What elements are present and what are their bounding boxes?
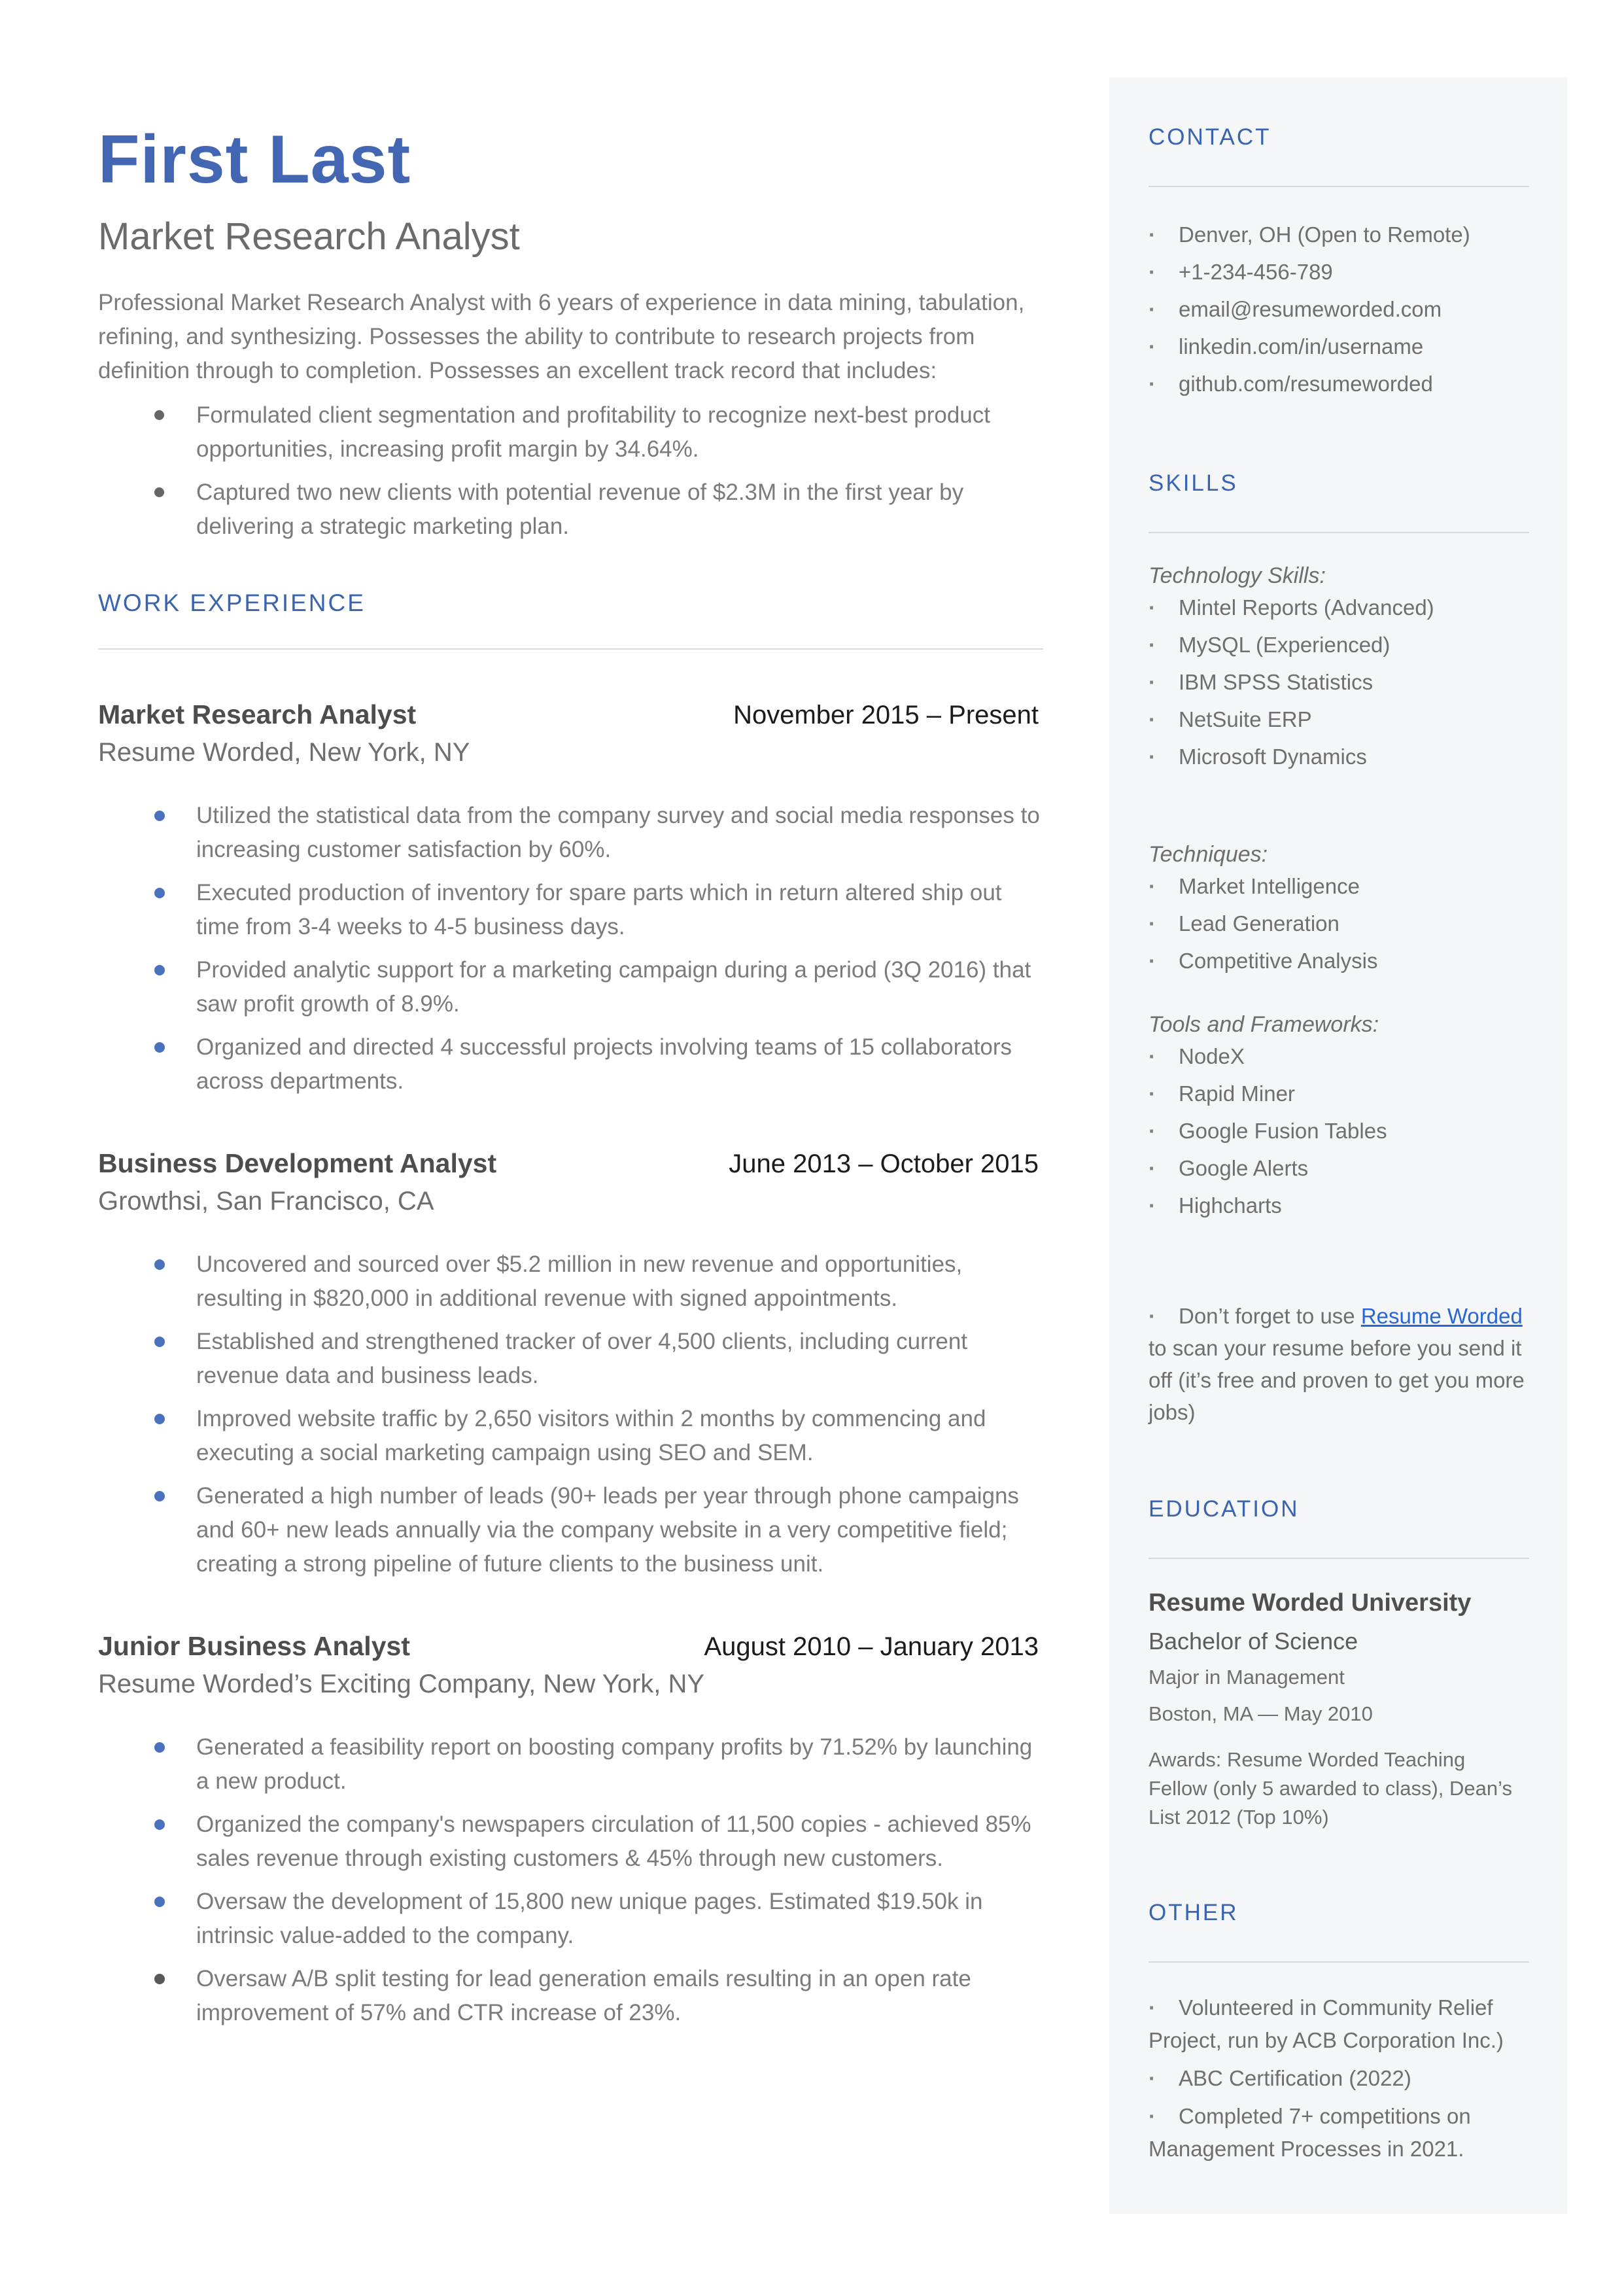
bullet-dot-icon: · xyxy=(1149,1044,1156,1068)
skill-item-text: Competitive Analysis xyxy=(1179,949,1378,973)
bullet-dot-icon: · xyxy=(1149,745,1156,769)
main-column xyxy=(98,121,1045,2039)
contact-item-phone xyxy=(1149,253,1529,290)
section-divider xyxy=(1149,1558,1529,1559)
bullet-dot-icon: · xyxy=(1149,949,1156,973)
other-item xyxy=(1149,1991,1529,2057)
skill-item-text: Highcharts xyxy=(1179,1193,1282,1218)
skill-item xyxy=(1149,1112,1529,1149)
skills-group-label: Tools and Frameworks: xyxy=(1149,1012,1379,1037)
bullet-dot-icon: · xyxy=(1149,670,1156,694)
skills-group-list xyxy=(1149,589,1529,775)
education-major: Major in Management xyxy=(1149,1666,1345,1689)
sidebar xyxy=(1109,77,1567,2214)
list-item: Improved website traffic by 2,650 visitors within 2 months by commencing and executing a social marketing campaign using SEO and SEM. xyxy=(98,1402,1040,1470)
spacer xyxy=(1149,775,1529,809)
skill-item-text: Lead Generation xyxy=(1179,911,1339,936)
list-item: Oversaw the development of 15,800 new unique pages. Estimated $19.50k in intrinsic value-added to the company. xyxy=(98,1885,1040,1953)
tip-text-suffix: to scan your resume before you send it off (it’s free and proven to get you more jobs) xyxy=(1149,1336,1525,1424)
contact-item-location xyxy=(1149,216,1529,253)
skill-item xyxy=(1149,1038,1529,1075)
list-item: Generated a high number of leads (90+ leads per year through phone campaigns and 60+ new leads annually via the company website in a very competitive field; creating a strong pipeline of future clients to the business unit. xyxy=(98,1479,1040,1581)
bullet-dot-icon: · xyxy=(1149,2066,1156,2090)
list-item: Established and strengthened tracker of over 4,500 clients, including current revenue data and business leads. xyxy=(98,1325,1040,1393)
contact-item-text: linkedin.com/in/username xyxy=(1179,334,1424,359)
skills-group-label: Techniques: xyxy=(1149,842,1268,867)
bullet-dot-icon: · xyxy=(1149,260,1156,284)
education-degree: Bachelor of Science xyxy=(1149,1628,1358,1655)
job-entry xyxy=(98,699,1045,1098)
contact-heading: CONTACT xyxy=(1149,124,1271,150)
job-header-row xyxy=(98,1148,1039,1179)
skills-group-label: Technology Skills: xyxy=(1149,563,1326,588)
bullet-dot-icon: · xyxy=(1149,1156,1156,1180)
other-item xyxy=(1149,2062,1529,2095)
work-experience-heading: WORK EXPERIENCE xyxy=(98,589,366,616)
bullet-dot-icon: · xyxy=(1149,911,1156,936)
bullet-dot-icon: · xyxy=(1149,874,1156,898)
contact-item-text: github.com/resumeworded xyxy=(1179,372,1433,396)
contact-item-text: +1-234-456-789 xyxy=(1179,260,1333,284)
skill-item xyxy=(1149,701,1529,738)
skill-item-text: Microsoft Dynamics xyxy=(1179,745,1367,769)
education-location-date: Boston, MA — May 2010 xyxy=(1149,1702,1373,1725)
resume-worded-tip xyxy=(1149,1300,1529,1428)
skill-item xyxy=(1149,626,1529,663)
bullet-dot-icon: · xyxy=(1149,707,1156,731)
skills-group-list xyxy=(1149,867,1529,979)
bullet-dot-icon: · xyxy=(1149,1193,1156,1218)
job-entry xyxy=(98,1148,1045,1581)
job-header-row xyxy=(98,699,1039,730)
bullet-dot-icon: · xyxy=(1149,1081,1156,1106)
list-item: Organized and directed 4 successful projects involving teams of 15 collaborators across departments. xyxy=(98,1030,1040,1098)
list-item: Organized the company's newspapers circulation of 11,500 copies - achieved 85% sales revenue through existing customers & 45% through new customers. xyxy=(98,1808,1040,1876)
summary-bullet-list xyxy=(98,398,1045,544)
skill-item xyxy=(1149,1187,1529,1224)
skill-item xyxy=(1149,1149,1529,1187)
list-item: Uncovered and sourced over $5.2 million in new revenue and opportunities, resulting in $820,000 in additional revenue with signed appointments. xyxy=(98,1248,1040,1316)
bullet-dot-icon: · xyxy=(1149,1119,1156,1143)
other-heading: OTHER xyxy=(1149,1900,1239,1925)
job-entry xyxy=(98,1631,1045,2030)
education-awards: Awards: Resume Worded Teaching Fellow (only 5 awarded to class), Dean’s List 2012 (Top 10%) xyxy=(1149,1748,1512,1829)
job-dates: August 2010 – January 2013 xyxy=(704,1632,1039,1661)
skill-item-text: Rapid Miner xyxy=(1179,1081,1295,1106)
job-bullet-list xyxy=(98,1730,1045,2030)
skill-item-text: MySQL (Experienced) xyxy=(1179,633,1391,657)
contact-item-email xyxy=(1149,290,1529,328)
list-item: Formulated client segmentation and profitability to recognize next-best product opportunities, increasing profit margin by 34.64%. xyxy=(98,398,1040,466)
skill-item xyxy=(1149,905,1529,942)
contact-item-linkedin xyxy=(1149,328,1529,365)
page-title: First Last xyxy=(98,122,411,198)
job-bullet-list xyxy=(98,799,1045,1098)
resume-worded-link[interactable]: Resume Worded xyxy=(1360,1304,1523,1328)
skill-item-text: Google Alerts xyxy=(1179,1156,1309,1180)
education-heading: EDUCATION xyxy=(1149,1496,1300,1522)
skill-item-text: IBM SPSS Statistics xyxy=(1179,670,1373,694)
skill-item xyxy=(1149,738,1529,775)
list-item: Generated a feasibility report on boosting company profits by 71.52% by launching a new product. xyxy=(98,1730,1040,1798)
section-divider xyxy=(1149,532,1529,533)
contact-item-text: email@resumeworded.com xyxy=(1179,297,1442,321)
job-title-subtitle: Market Research Analyst xyxy=(98,215,520,258)
skill-item-text: NodeX xyxy=(1179,1044,1245,1068)
other-list xyxy=(1149,1991,1529,2165)
skill-item xyxy=(1149,867,1529,905)
bullet-dot-icon: · xyxy=(1149,2104,1156,2128)
job-dates: June 2013 – October 2015 xyxy=(729,1149,1039,1178)
contact-list xyxy=(1149,216,1529,402)
other-item-text: Volunteered in Community Relief Project, run by ACB Corporation Inc.) xyxy=(1149,1995,1504,2052)
job-title: Business Development Analyst xyxy=(98,1148,497,1178)
job-bullet-list xyxy=(98,1248,1045,1581)
contact-item-text: Denver, OH (Open to Remote) xyxy=(1179,222,1470,247)
list-item: Executed production of inventory for spare parts which in return altered ship out time from 3-4 weeks to 4-5 business days. xyxy=(98,876,1040,944)
other-item-text: Completed 7+ competitions on Management Processes in 2021. xyxy=(1149,2104,1471,2161)
job-dates: November 2015 – Present xyxy=(733,701,1039,729)
job-title: Junior Business Analyst xyxy=(98,1631,410,1661)
skills-heading: SKILLS xyxy=(1149,470,1238,496)
job-company: Growthsi, San Francisco, CA xyxy=(98,1187,434,1216)
skill-item xyxy=(1149,663,1529,701)
job-company: Resume Worded, New York, NY xyxy=(98,738,470,767)
bullet-dot-icon: · xyxy=(1149,334,1156,359)
list-item: Oversaw A/B split testing for lead generation emails resulting in an open rate improvement of 57% and CTR increase of 23%. xyxy=(98,1962,1040,2030)
other-item xyxy=(1149,2100,1529,2165)
skill-item xyxy=(1149,1075,1529,1112)
bullet-dot-icon: · xyxy=(1149,1304,1156,1328)
bullet-dot-icon: · xyxy=(1149,222,1156,247)
contact-item-github xyxy=(1149,365,1529,402)
skill-item-text: Market Intelligence xyxy=(1179,874,1360,898)
other-item-text: ABC Certification (2022) xyxy=(1179,2066,1411,2090)
skill-item-text: Google Fusion Tables xyxy=(1179,1119,1387,1143)
bullet-dot-icon: · xyxy=(1149,372,1156,396)
job-title: Market Research Analyst xyxy=(98,699,417,729)
bullet-dot-icon: · xyxy=(1149,1995,1156,2020)
job-company: Resume Worded’s Exciting Company, New York, NY xyxy=(98,1670,705,1698)
skill-item-text: NetSuite ERP xyxy=(1179,707,1312,731)
list-item: Utilized the statistical data from the company survey and social media responses to increasing customer satisfaction by 60%. xyxy=(98,799,1040,867)
skill-item-text: Mintel Reports (Advanced) xyxy=(1179,595,1434,620)
section-divider xyxy=(1149,186,1529,187)
bullet-dot-icon: · xyxy=(1149,595,1156,620)
job-header-row xyxy=(98,1631,1039,1662)
skills-group-list xyxy=(1149,1038,1529,1224)
section-divider xyxy=(1149,1961,1529,1963)
summary-paragraph: Professional Market Research Analyst with 6 years of experience in data mining, tabulation, refining, and synthesizing. Possesses the ability to contribute to research projects from definition through to completion. Possesses an excellent track record that includes: xyxy=(98,290,1025,383)
bullet-dot-icon: · xyxy=(1149,297,1156,321)
skill-item xyxy=(1149,942,1529,979)
education-school: Resume Worded University xyxy=(1149,1589,1472,1617)
skill-item xyxy=(1149,589,1529,626)
tip-text-prefix: Don’t forget to use xyxy=(1179,1304,1361,1328)
section-divider xyxy=(98,648,1043,650)
list-item: Captured two new clients with potential revenue of $2.3M in the first year by delivering a strategic marketing plan. xyxy=(98,476,1040,544)
list-item: Provided analytic support for a marketing campaign during a period (3Q 2016) that saw profit growth of 8.9%. xyxy=(98,953,1040,1021)
bullet-dot-icon: · xyxy=(1149,633,1156,657)
